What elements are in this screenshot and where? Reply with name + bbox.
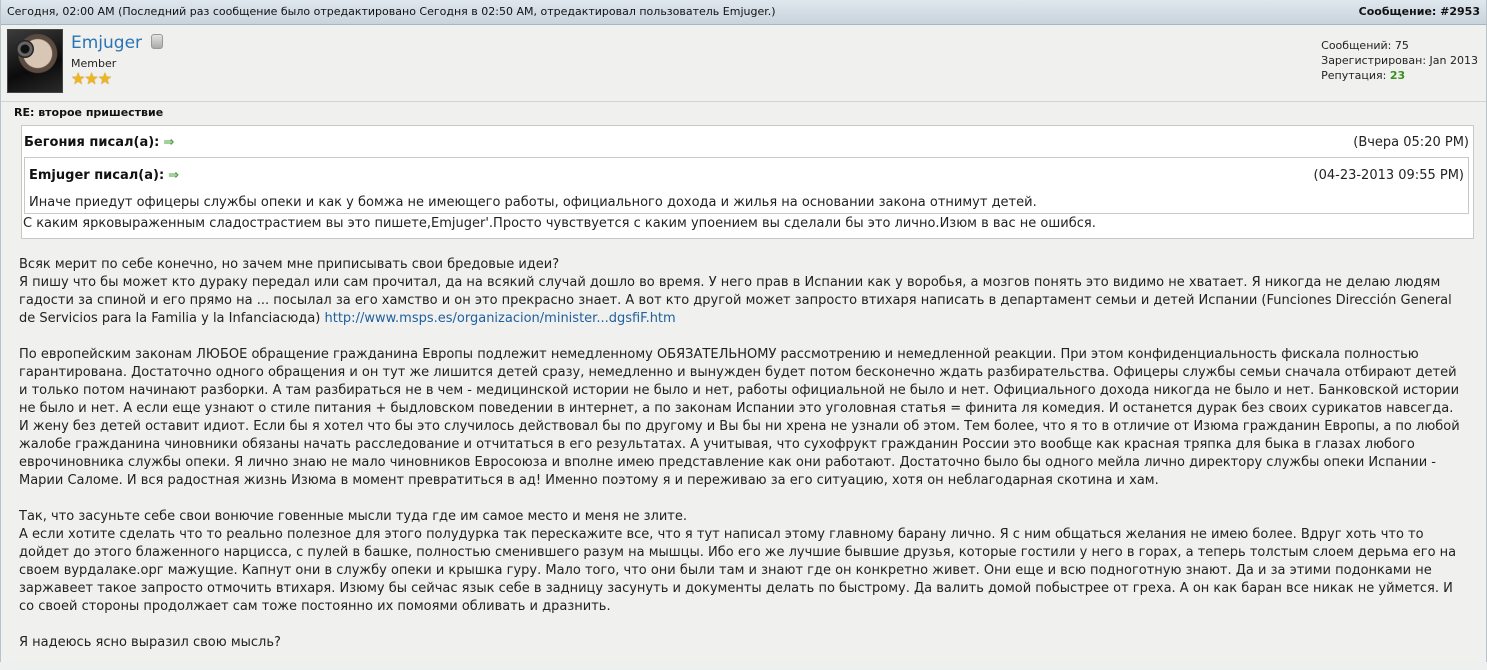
registered-row: Зарегистрирован: Jan 2013 [1321, 54, 1478, 67]
quote-header [24, 135, 1469, 153]
quote-text: С каким ярковыраженным сладострастием вы это пишете,Emjuger'.Просто чувствуется с каким упоением вы сделали бы это лично.Изюм в вас не ошибся. [23, 216, 1096, 231]
view-post-arrow-icon[interactable]: ⇒ [168, 168, 180, 183]
post-header [1, 0, 1486, 25]
quote-author: Бегония писал(а): [24, 135, 160, 150]
avatar[interactable] [7, 29, 63, 93]
view-post-arrow-icon[interactable]: ⇒ [163, 135, 175, 150]
message-body [19, 256, 1464, 670]
post-number-link[interactable]: #2953 [1440, 5, 1480, 18]
nested-quote-block [24, 157, 1469, 214]
quote-date: (Вчера 05:20 PM) [1353, 135, 1469, 150]
offline-status-icon [151, 34, 163, 49]
post-number-label [1359, 0, 1480, 24]
rank-stars-icon: ★★★ [71, 69, 112, 88]
quote-block [21, 125, 1474, 239]
user-rank: Member [71, 57, 117, 70]
reputation-row: Репутация: 23 [1321, 69, 1406, 82]
nested-quote-header [29, 168, 1464, 186]
user-stats [1321, 38, 1478, 83]
message-paragraph: Так, что засуньте себе свои вонючие говенные мысли туда где им самое место и меня не злите. А если хотите сделать что то реально полезное для этого полудурка так перескажите все, что я тут написал этому главному барану лично. Я с ним общаться желания не имею более. Вдруг хоть что то дойдет до этого блаженного нарцисса, с пулей в башке, полностью сменившего разум на мышцы. Ибо его же лучшие бывшие друзья, которые гостили у него в горах, а теперь толстым слоем дерьма его на своем вурдалаке.орг мажущие. Капнут они в службу опеки и крышка гуру. Мало того, что они были там и знают где он конкретно живет. Они еще и всю подноготную знают. Да и за этими подонками не заржавеет такое запросто отмочить втихаря. Изюму бы сейчас язык себе в задницу засунуть и документы делать по быстрому. Да валить домой побыстрее от греха. А он как баран все никак не уймется. И со своей стороны продолжает сам тоже постоянно их помоями обливать и дразнить. [19, 509, 1457, 614]
post-title: RE: второе пришествие [14, 106, 164, 119]
registered-date: Jan 2013 [1429, 54, 1478, 67]
nested-quote-author: Emjuger писал(а): [29, 168, 165, 183]
post-datetime: Сегодня, 02:00 AM (Последний раз сообщение было отредактировано Сегодня в 02:50 AM, отредактировал пользователь Emjuger.) [7, 5, 776, 18]
message-paragraph: Я надеюсь ясно выразил свою мысль? [19, 635, 281, 650]
user-info [1, 25, 1486, 102]
nested-quote-text: Иначе приедут офицеры службы опеки и как у бомжа не имеющего работы, официального дохода и жилья на основании закона отнимут детей. [29, 195, 1037, 210]
message-paragraph: По европейским законам ЛЮБОЕ обращение гражданина Европы подлежит немедленному ОБЯЗАТЕЛЬНОМУ рассмотрению и немедленной реакции. При этом конфиденциальность фискала полностью гарантирована. Достаточно одного обращения и он тут же лишится детей сразу, немедленно и вынужден будет потом бесконечно ждать разбирательства. Офицеры службы семьи сначала отбирают детей и только потом начинают разборки. А там разбираться не в чем - медицинской истории не было и нет, работы официальной не было и нет. Официального дохода никогда не было и нет. Банковской истории не было и нет. А если еще узнают о стиле питания + быдловском поведении в интернет, а по законам Испании это уголовная статья = финита ля комедия. И останется дурак без своих сурикатов навсегда. И жену без детей оставит идиот. Если бы я хотел что бы это случилось действовал бы по другому и Вы бы ни хрена не узнали об этом. Тем более, что я то в отличие от Изюма гражданин Европы, а по любой жалобе гражданина чиновники обязаны начать расследование и отчитаться в его результатах. А учитывая, что сухофрукт гражданин России это вообще как красная тряпка для быка в глазах любого еврочиновника службы опеки. Я лично знаю не мало чиновников Евросоюза и вполне имею представление как они работают. Достаточно было бы одного мейла лично директору службы опеки Испании - Марии Саломе. И вся радостная жизнь Изюма в момент превратиться в ад! Именно поэтому я и переживаю за его ситуацию, хотя он неблагодарная скотина и хам. [19, 347, 1460, 488]
posts-count: 75 [1394, 39, 1409, 52]
post-label: Сообщение: [1358, 5, 1437, 18]
camera-lens-icon [16, 40, 34, 58]
external-link[interactable]: http://www.msps.es/organizacion/minister...dgsfiF.htm [324, 311, 676, 326]
posts-count-row: Сообщений: 75 [1321, 39, 1409, 52]
nested-quote-date: (04-23-2013 09:55 PM) [1313, 168, 1464, 183]
message-paragraph: Всяк мерит по себе конечно, но зачем мне приписывать свои бредовые идеи? Я пишу что бы может кто дураку передал или сам прочитал, да на всякий случай дошло во время. У него прав в Испании как у воробья, а мозгов понять это видимо не хватает. Я никогда не делаю людям гадости за спиной и его прямо на ... посылал за его хамство и он это прекрасно знает. А вот кто другой может запросто втихаря написать в департамент семьи и детей Испании (Funciones Dirección General de Servicios para la Familia y la Infanciaсюда) http://www.msps.es/organizacion/minister...dgsfiF.htm [19, 257, 1452, 326]
reputation-value: 23 [1389, 69, 1406, 82]
username-link[interactable]: Emjuger [71, 33, 143, 53]
